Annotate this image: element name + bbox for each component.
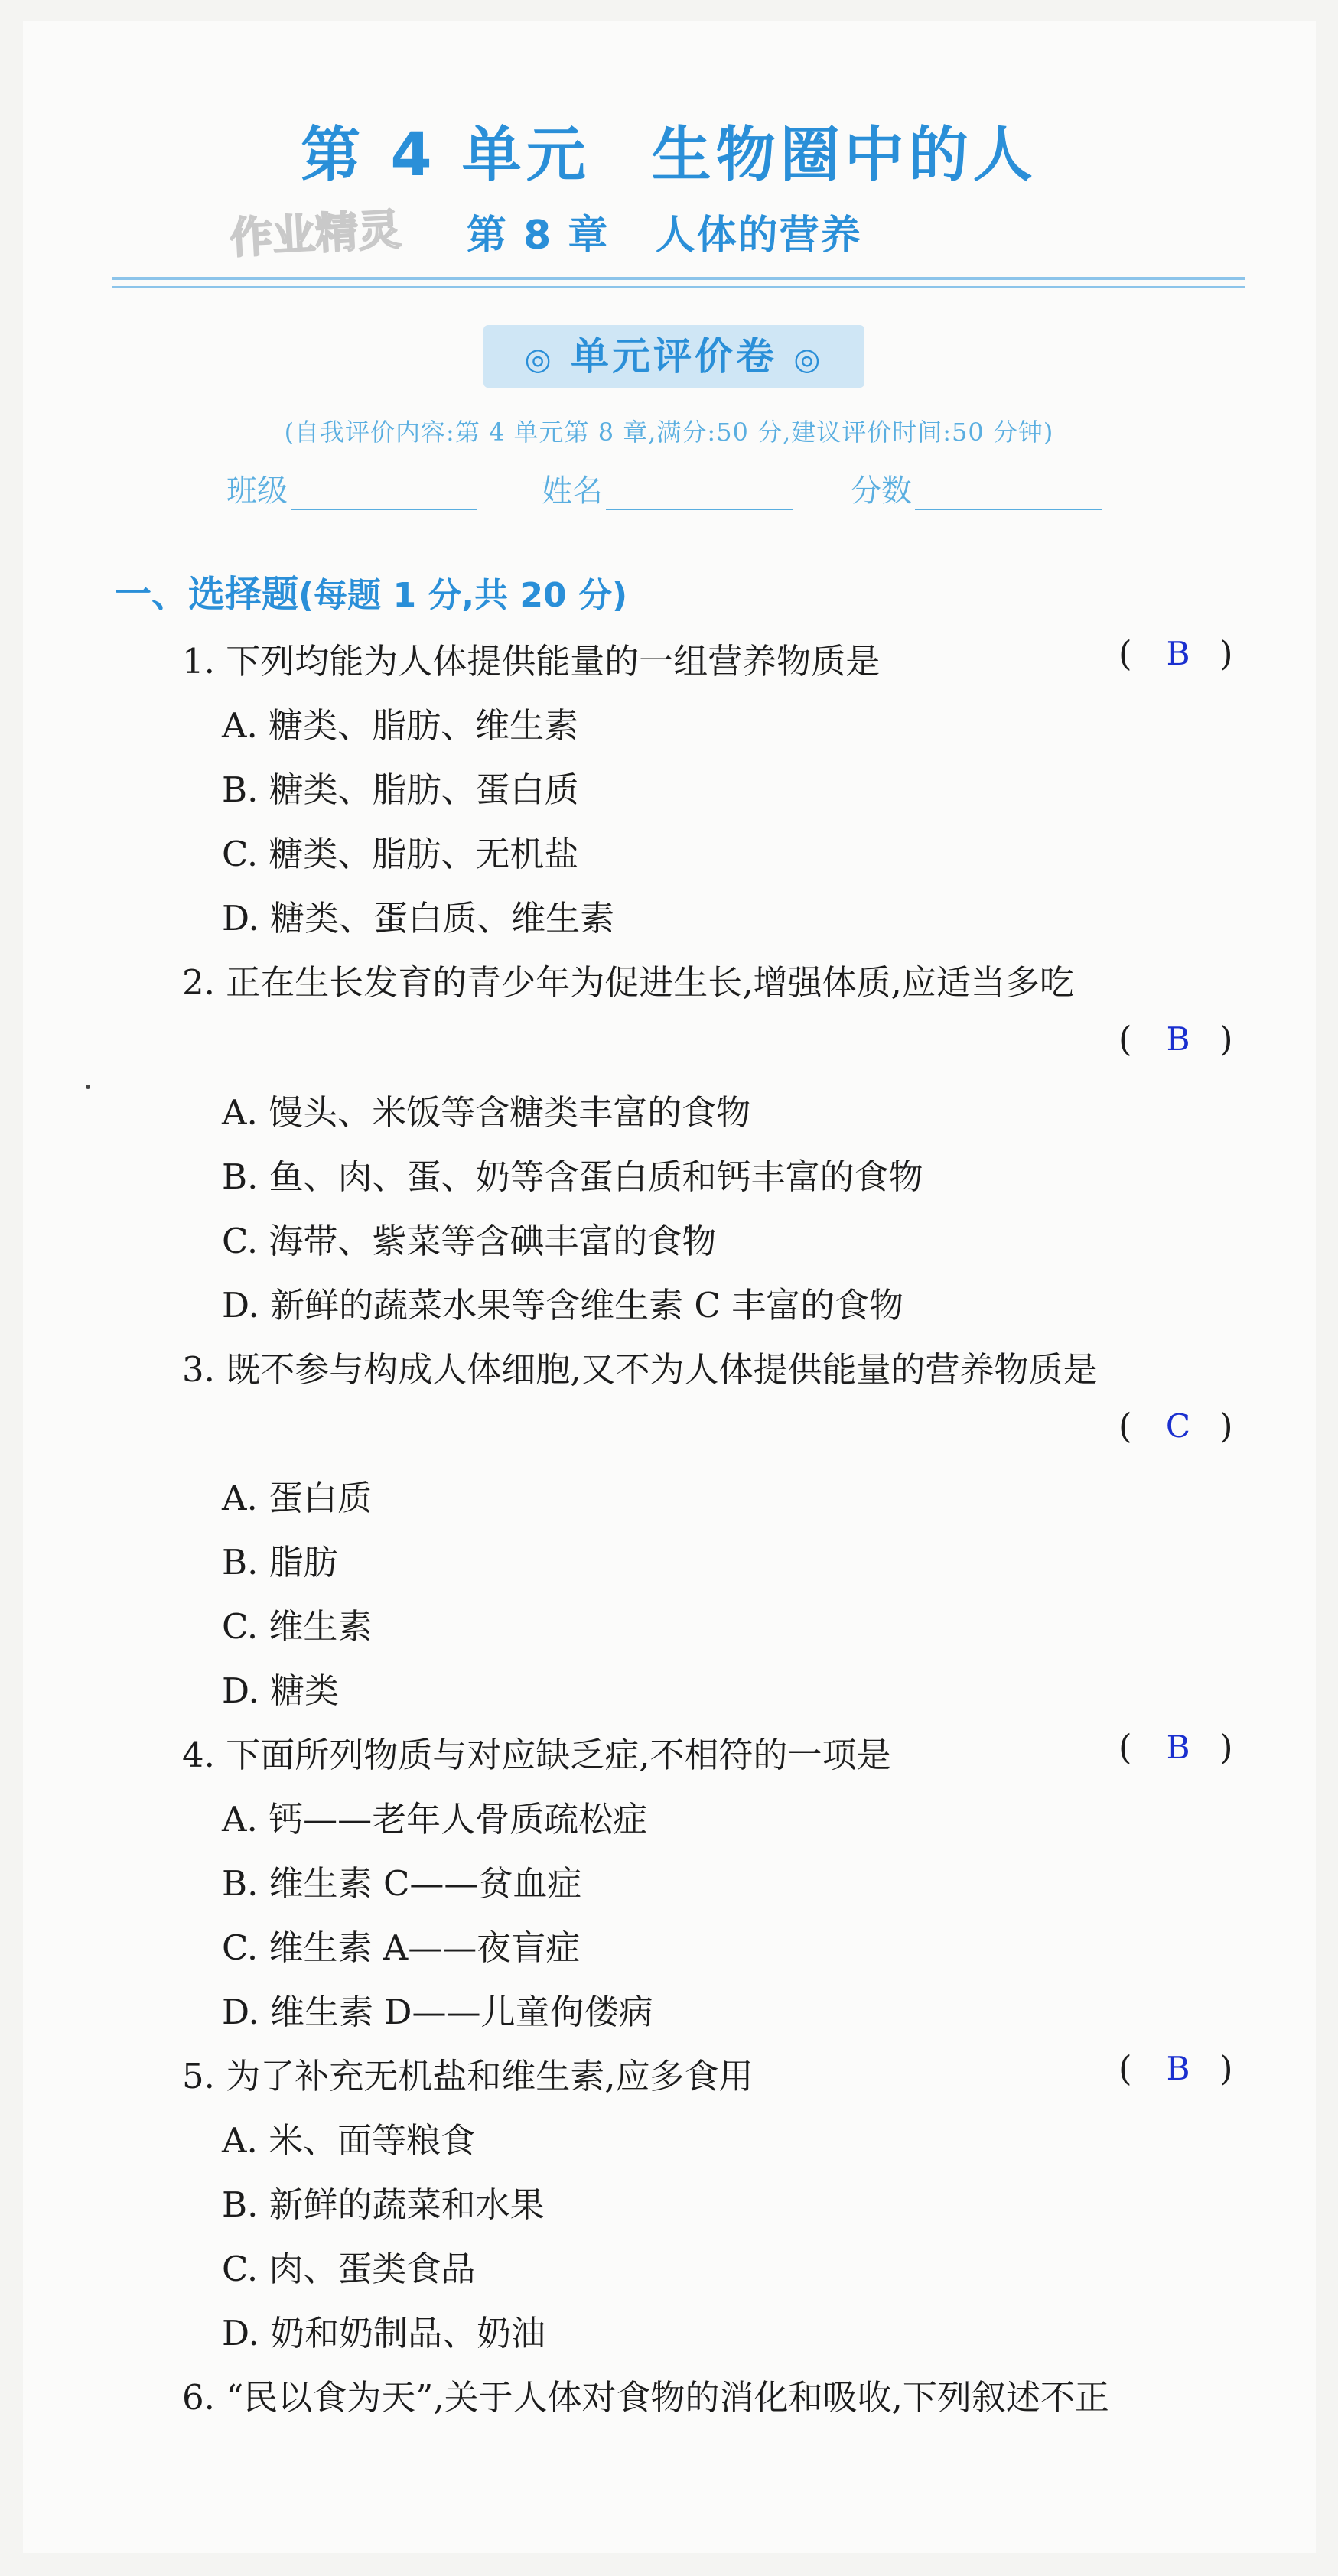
question-stem: 1. 下列均能为人体提供能量的一组营养物质是: [182, 641, 881, 681]
header-divider-thin: [112, 286, 1245, 288]
answer-option[interactable]: C. 糖类、脂肪、无机盐: [222, 834, 579, 874]
answer-paren-right: ): [1219, 1727, 1233, 1768]
answer-option[interactable]: A. 蛋白质: [222, 1478, 373, 1518]
class-field[interactable]: 班级: [226, 467, 477, 510]
assessment-badge: [483, 325, 864, 388]
answer-option[interactable]: B. 维生素 C——贫血症: [222, 1863, 582, 1904]
answer-option[interactable]: D. 新鲜的蔬菜水果等含维生素 C 丰富的食物: [222, 1285, 904, 1325]
answer-option[interactable]: A. 馒头、米饭等含糖类丰富的食物: [222, 1092, 751, 1133]
answer-option[interactable]: C. 维生素: [222, 1606, 373, 1647]
answer-option[interactable]: A. 米、面等粮食: [222, 2120, 476, 2161]
watermark-logo: 作业精灵: [228, 205, 402, 264]
header-divider: [112, 277, 1245, 280]
unit-title: 第 4 单元 生物圈中的人: [301, 121, 1037, 190]
ring-icon: ◎: [524, 342, 555, 377]
chapter-title: 第 8 章 人体的营养: [467, 213, 862, 259]
answer-option[interactable]: C. 维生素 A——夜盲症: [222, 1927, 581, 1968]
answer-option[interactable]: C. 肉、蛋类食品: [222, 2249, 476, 2289]
answer-paren-left: (: [1118, 633, 1132, 674]
answer-option[interactable]: B. 脂肪: [222, 1542, 338, 1582]
answer-letter: C: [1165, 1407, 1191, 1445]
stray-mark: [86, 1085, 90, 1089]
assessment-note: (自我评价内容:第 4 单元第 8 章,满分:50 分,建议评价时间:50 分钟): [284, 418, 1054, 447]
answer-paren-left: (: [1118, 1406, 1132, 1446]
answer-paren-right: ): [1219, 633, 1233, 674]
answer-option[interactable]: B. 鱼、肉、蛋、奶等含蛋白质和钙丰富的食物: [222, 1156, 923, 1197]
answer-option[interactable]: D. 糖类: [222, 1670, 340, 1711]
question-stem: 4. 下面所列物质与对应缺乏症,不相符的一项是: [182, 1735, 891, 1775]
answer-letter: B: [1166, 2050, 1190, 2087]
answer-option[interactable]: A. 钙——老年人骨质疏松症: [222, 1799, 648, 1839]
section-heading: 一、选择题(每题 1 分,共 20 分): [115, 573, 628, 616]
ring-icon: ◎: [793, 342, 824, 377]
answer-option[interactable]: D. 维生素 D——儿童佝偻病: [222, 1992, 653, 2032]
answer-letter: B: [1166, 1020, 1190, 1058]
name-field[interactable]: 姓名: [542, 467, 793, 510]
answer-option[interactable]: B. 糖类、脂肪、蛋白质: [222, 769, 579, 810]
question-stem: 2. 正在生长发育的青少年为促进生长,增强体质,应适当多吃: [182, 962, 1074, 1003]
answer-paren-left: (: [1118, 1019, 1132, 1059]
answer-option[interactable]: D. 糖类、蛋白质、维生素: [222, 898, 615, 938]
badge-title: 单元评价卷: [571, 333, 777, 379]
question-stem: 5. 为了补充无机盐和维生素,应多食用: [182, 2056, 754, 2096]
answer-paren-right: ): [1219, 1406, 1233, 1446]
answer-option[interactable]: C. 海带、紫菜等含碘丰富的食物: [222, 1221, 717, 1261]
answer-paren-left: (: [1118, 2048, 1132, 2089]
question-stem: 6. “民以食为天”,关于人体对食物的消化和吸收,下列叙述不正: [182, 2377, 1109, 2418]
answer-paren-left: (: [1118, 1727, 1132, 1768]
answer-letter: B: [1166, 1729, 1190, 1766]
answer-option[interactable]: A. 糖类、脂肪、维生素: [222, 705, 579, 746]
answer-letter: B: [1166, 635, 1190, 672]
score-field[interactable]: 分数: [851, 467, 1102, 510]
question-stem: 3. 既不参与构成人体细胞,又不为人体提供能量的营养物质是: [182, 1349, 1098, 1390]
answer-option[interactable]: D. 奶和奶制品、奶油: [222, 2313, 546, 2353]
answer-option[interactable]: B. 新鲜的蔬菜和水果: [222, 2184, 545, 2225]
answer-paren-right: ): [1219, 1019, 1233, 1059]
answer-paren-right: ): [1219, 2048, 1233, 2089]
